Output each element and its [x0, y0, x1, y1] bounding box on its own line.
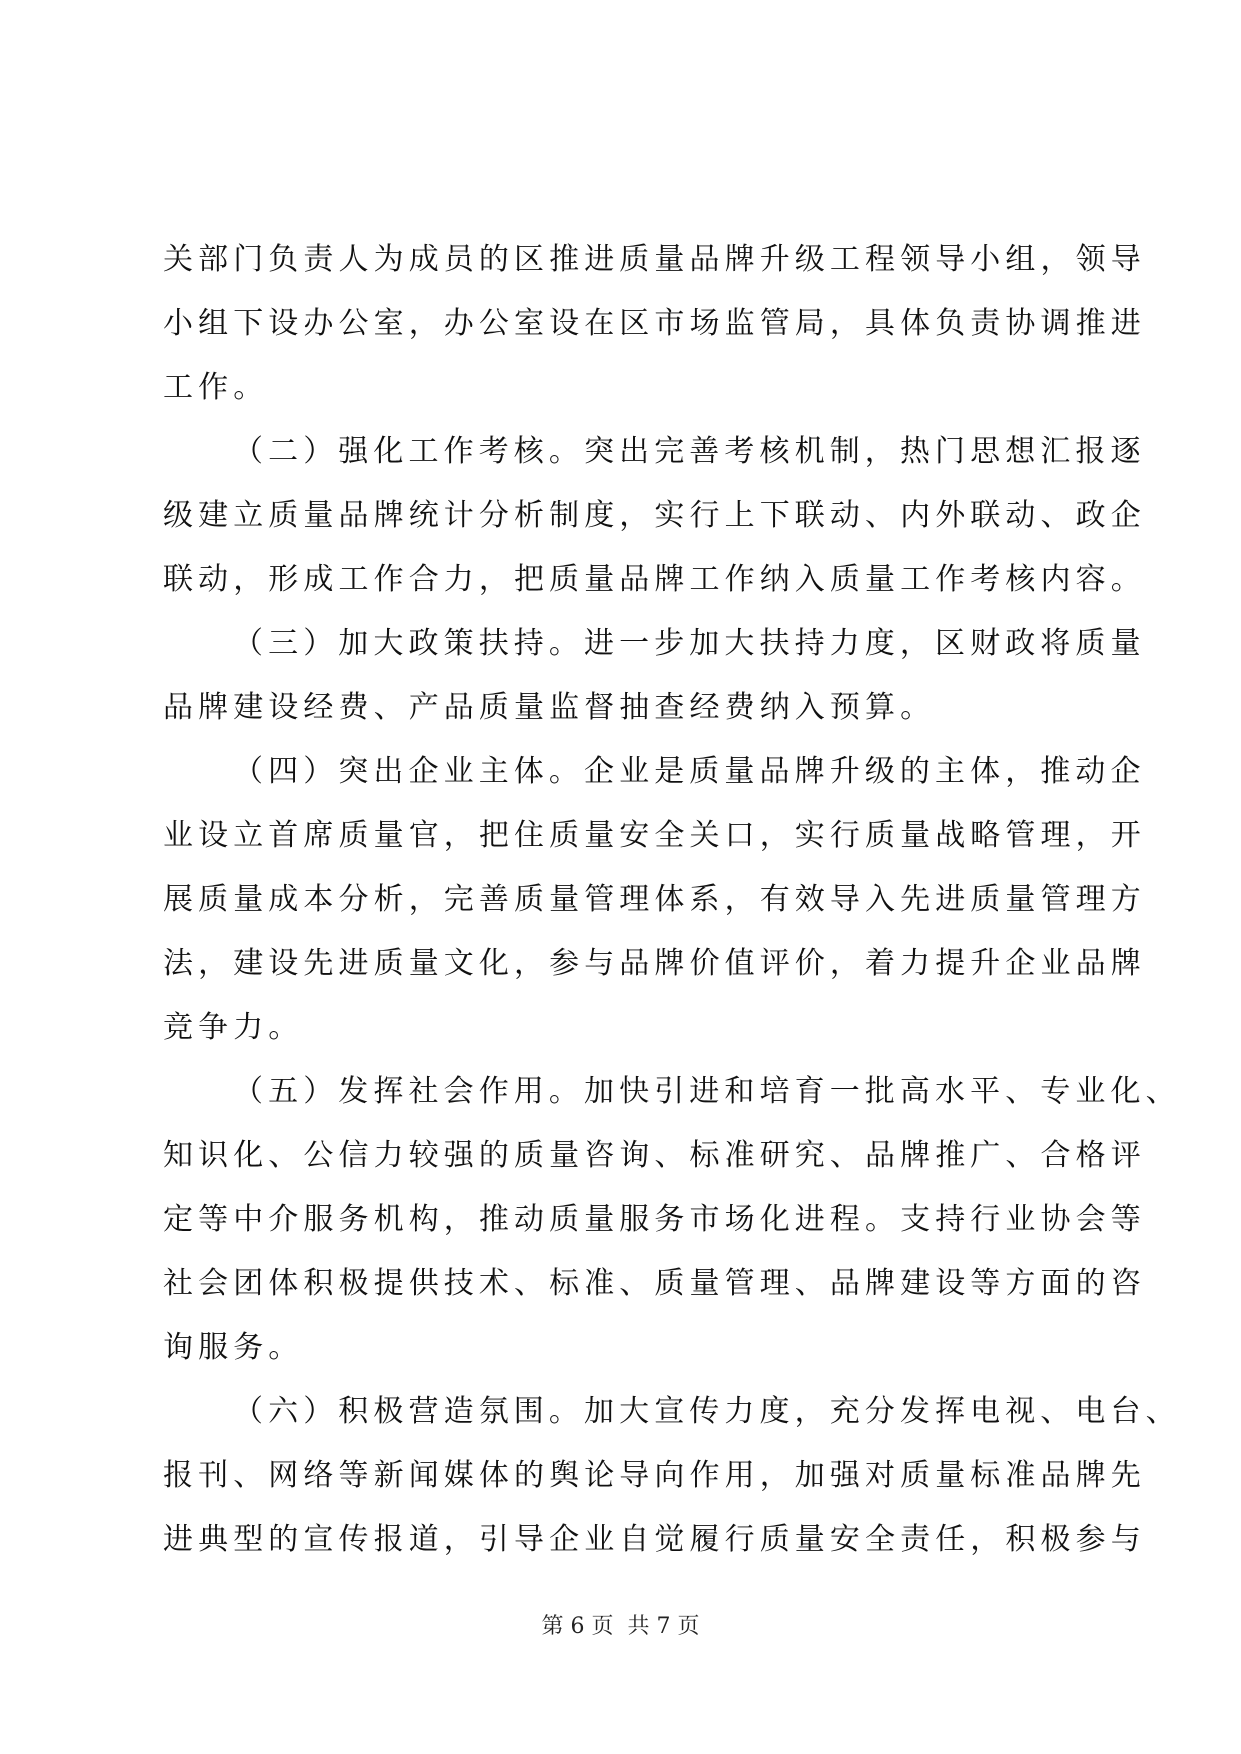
text-line: 业设立首席质量官，把住质量安全关口，实行质量战略管理，开 [163, 818, 1146, 853]
text-line: 品牌建设经费、产品质量监督抽查经费纳入预算。 [163, 690, 936, 725]
paragraph-3-start: （三）加大政策扶持。进一步加大扶持力度，区财政将质量 [233, 626, 1146, 661]
text-line: 询服务。 [163, 1330, 304, 1365]
page-number-footer: 第 6 页 共 7 页 [541, 1614, 700, 1639]
text-line: 工作。 [163, 370, 269, 405]
paragraph-2-start: （二）强化工作考核。突出完善考核机制，热门思想汇报逐 [233, 434, 1146, 469]
paragraph-4-start: （四）突出企业主体。企业是质量品牌升级的主体，推动企 [233, 754, 1146, 789]
paragraph-5-start: （五）发挥社会作用。加快引进和培育一批高水平、专业化、 [233, 1074, 1181, 1109]
text-line: 法，建设先进质量文化，参与品牌价值评价，着力提升企业品牌 [163, 946, 1146, 981]
text-line: 竞争力。 [163, 1010, 304, 1045]
body-text [163, 228, 1181, 1572]
text-line: 联动，形成工作合力，把质量品牌工作纳入质量工作考核内容。 [163, 562, 1146, 597]
text-line: 知识化、公信力较强的质量咨询、标准研究、品牌推广、合格评 [163, 1138, 1146, 1173]
text-line: 定等中介服务机构，推动质量服务市场化进程。支持行业协会等 [163, 1202, 1146, 1237]
text-line: 小组下设办公室，办公室设在区市场监管局，具体负责协调推进 [163, 306, 1146, 341]
text-line: 社会团体积极提供技术、标准、质量管理、品牌建设等方面的咨 [163, 1266, 1146, 1301]
text-line: 进典型的宣传报道，引导企业自觉履行质量安全责任，积极参与 [163, 1522, 1146, 1557]
text-line: 级建立质量品牌统计分析制度，实行上下联动、内外联动、政企 [163, 498, 1146, 533]
paragraph-6-start: （六）积极营造氛围。加大宣传力度，充分发挥电视、电台、 [233, 1394, 1181, 1429]
text-line: 展质量成本分析，完善质量管理体系，有效导入先进质量管理方 [163, 882, 1146, 917]
text-line: 关部门负责人为成员的区推进质量品牌升级工程领导小组，领导 [163, 242, 1146, 277]
text-line: 报刊、网络等新闻媒体的舆论导向作用，加强对质量标准品牌先 [163, 1458, 1146, 1493]
